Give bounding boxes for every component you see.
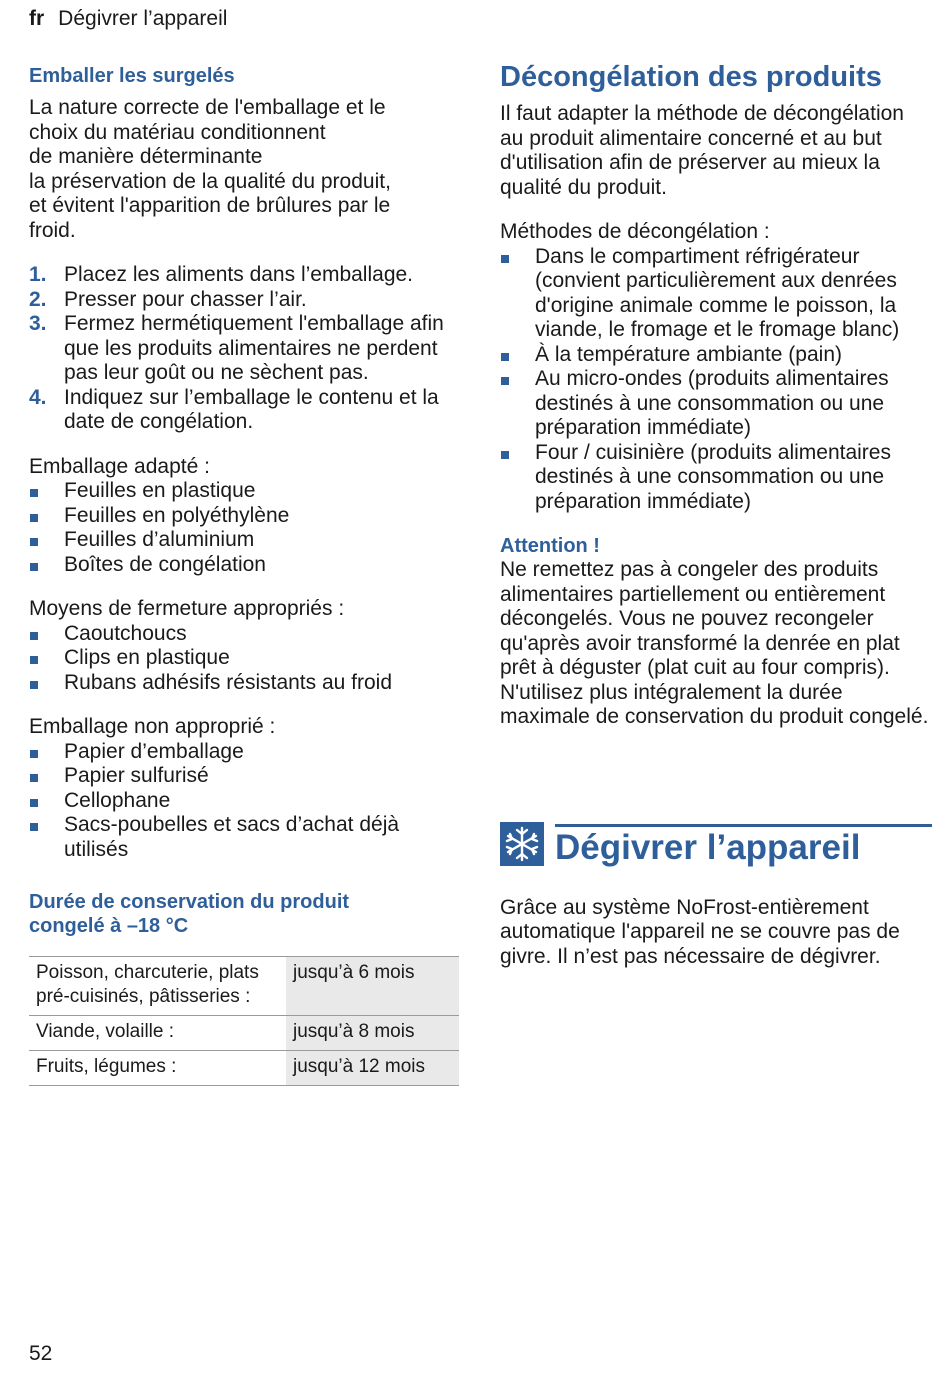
table-cell-item: Viande, volaille : (29, 1016, 286, 1051)
list-item-text: Caoutchoucs (64, 621, 187, 645)
list-item-text: Feuilles en plastique (64, 479, 256, 502)
table-row (29, 957, 459, 1016)
defrost-text: Grâce au système NoFrost-entièrement automatique l'appareil ne se couvre pas de givre. Il n’est pas nécessaire de dégivrer. (500, 895, 900, 968)
step-number: 3. (29, 312, 47, 335)
table-row (29, 1051, 459, 1086)
thaw-intro: Il faut adapter la méthode de décongélation au produit alimentaire concerné et au but d'utilisation afin de préserver au mieux la qualité du produit. (500, 102, 904, 199)
list-item (29, 764, 457, 789)
square-bullet-icon (501, 377, 509, 385)
table-row (29, 1016, 459, 1051)
square-bullet-icon (30, 563, 38, 571)
snowflake-icon (500, 822, 544, 866)
step-number: 4. (29, 385, 47, 409)
square-bullet-icon (501, 353, 509, 361)
list-item (29, 504, 457, 529)
page-header (29, 7, 227, 31)
list-item-text: Cellophane (64, 788, 171, 812)
list-item-text: Rubans adhésifs résistants au froid (64, 670, 393, 694)
shelf-life-title (29, 890, 457, 938)
pack-intro-line: de manière déterminante (29, 145, 263, 168)
pack-intro-line: la préservation de la qualité du produit, (29, 169, 391, 193)
attention-text: Ne remettez pas à congeler des produits alimentaires partiellement ou entièrement décongelés. Vous ne pouvez recongeler qu'après avoir transformé la denrée en plat prêt à déguster (plat cuit au four compris). N'utilisez plus intégralement la durée maximale de conservation du produit congelé. (500, 558, 929, 728)
list-item (29, 479, 457, 504)
step-item (29, 386, 457, 435)
shelf-life-table (29, 956, 459, 1086)
header-title: Dégivrer l’appareil (58, 7, 228, 30)
language-code: fr (29, 7, 45, 30)
packing-steps (29, 263, 457, 435)
list-item (29, 789, 457, 814)
pack-title: Emballer les surgelés (29, 65, 235, 87)
list-item-text: Boîtes de congélation (64, 552, 266, 576)
square-bullet-icon (30, 799, 38, 807)
list-item (29, 813, 457, 862)
pack-intro-line: froid. (29, 218, 76, 242)
square-bullet-icon (30, 681, 38, 689)
pack-intro-line: La nature correcte de l'emballage et le (29, 96, 386, 119)
square-bullet-icon (30, 514, 38, 522)
step-item (29, 312, 457, 386)
list-item (29, 528, 457, 553)
list-item (500, 343, 932, 368)
table-cell-duration: jusqu’à 8 mois (286, 1016, 459, 1051)
list-item (29, 553, 457, 578)
attention-title: Attention ! (500, 535, 600, 557)
step-number: 2. (29, 287, 47, 311)
list-item-text: À la température ambiante (pain) (535, 342, 842, 366)
step-item (29, 288, 457, 313)
list-item (500, 367, 932, 441)
page-number: 52 (29, 1342, 53, 1365)
suitable-list (29, 479, 457, 577)
step-text: Placez les aliments dans l’emballage. (64, 263, 414, 286)
list-item-text: Papier sulfurisé (64, 764, 209, 787)
unsuitable-label: Emballage non approprié : (29, 715, 276, 738)
step-text: Indiquez sur l’emballage le contenu et la date de congélation. (64, 385, 439, 433)
pack-intro-line: choix du matériau conditionnent (29, 120, 326, 144)
list-item-text: Feuilles en polyéthylène (64, 503, 290, 527)
square-bullet-icon (30, 656, 38, 664)
step-item (29, 263, 457, 288)
step-text: Fermez hermétiquement l'emballage afin que les produits alimentaires ne perdent pas leur goût ou ne sèchent pas. (64, 312, 444, 384)
list-item (29, 671, 457, 696)
defrost-heading (500, 824, 932, 876)
square-bullet-icon (30, 750, 38, 758)
list-item-text: Dans le compartiment réfrigérateur (convient particulièrement aux denrées d'origine animale comme le poisson, la viande, le fromage et le fromage blanc) (535, 244, 900, 341)
list-item-text: Feuilles d’aluminium (64, 528, 255, 551)
list-item (500, 441, 932, 515)
pack-intro (29, 96, 457, 243)
thaw-title: Décongélation des produits (500, 61, 882, 93)
square-bullet-icon (30, 632, 38, 640)
square-bullet-icon (501, 255, 509, 263)
table-cell-item: Poisson, charcuterie, plats pré-cuisinés, pâtisseries : (29, 957, 286, 1016)
list-item (29, 622, 457, 647)
list-item-text: Clips en plastique (64, 646, 230, 669)
square-bullet-icon (30, 774, 38, 782)
heading-rule (555, 824, 932, 827)
methods-label: Méthodes de décongélation : (500, 220, 770, 243)
pack-intro-line: et évitent l'apparition de brûlures par le (29, 194, 391, 217)
shelf-life-title-line: congelé à –18 °C (29, 915, 189, 937)
shelf-life-title-line: Durée de conservation du produit (29, 891, 350, 913)
step-text: Presser pour chasser l’air. (64, 287, 307, 311)
square-bullet-icon (501, 451, 509, 459)
list-item (500, 245, 932, 343)
right-column (500, 60, 932, 969)
square-bullet-icon (30, 823, 38, 831)
table-cell-duration: jusqu’à 12 mois (286, 1051, 459, 1086)
square-bullet-icon (30, 538, 38, 546)
suitable-label: Emballage adapté : (29, 454, 210, 478)
methods-list (500, 245, 932, 515)
closure-list (29, 622, 457, 696)
square-bullet-icon (30, 489, 38, 497)
list-item-text: Sacs-poubelles et sacs d’achat déjà utilisés (64, 813, 400, 861)
closure-label: Moyens de fermeture appropriés : (29, 597, 345, 620)
table-cell-item: Fruits, légumes : (29, 1051, 286, 1086)
left-column (29, 60, 457, 1086)
list-item-text: Au micro-ondes (produits alimentaires destinés à une consommation ou une préparation immédiate) (535, 367, 889, 439)
list-item (29, 646, 457, 671)
unsuitable-list (29, 740, 457, 863)
list-item (29, 740, 457, 765)
defrost-title: Dégivrer l’appareil (555, 827, 861, 867)
list-item-text: Papier d’emballage (64, 739, 244, 763)
list-item-text: Four / cuisinière (produits alimentaires destinés à une consommation ou une préparation immédiate) (535, 440, 891, 513)
step-number: 1. (29, 263, 47, 286)
table-cell-duration: jusqu’à 6 mois (286, 957, 459, 1016)
